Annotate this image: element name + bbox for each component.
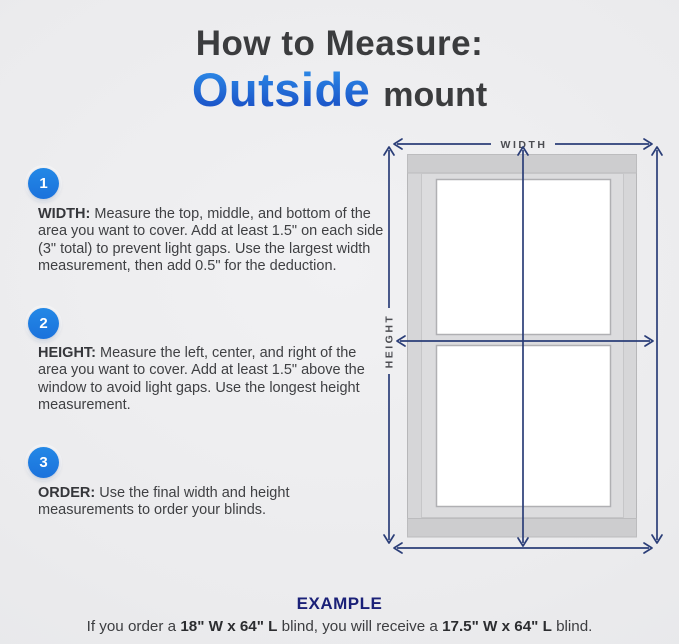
width-arrow <box>394 139 652 151</box>
example-receive-size: 17.5" W x 64" L <box>442 618 552 635</box>
step-3-number: 3 <box>39 454 48 471</box>
example-middle: blind, you will receive a <box>277 618 443 635</box>
step-3-body: Use the final width and height measurements to order your blinds. <box>38 485 290 519</box>
height-arrow <box>384 147 396 543</box>
example-sentence <box>0 617 679 636</box>
step-1-number: 1 <box>39 175 48 192</box>
example-heading: EXAMPLE <box>296 594 383 613</box>
right-dimension-arrow <box>652 147 662 543</box>
example-section <box>0 594 679 636</box>
title-mount-type: Outside <box>191 63 371 116</box>
window-sill-strip <box>408 519 637 538</box>
step-1-body: Measure the top, middle, and bottom of the area you want to cover. Add at least 1.5" on each side (3" total) to prevent light gaps. Use the largest width measurement, then add 0.5" for the deduction. <box>38 206 384 274</box>
step-3-label: ORDER: <box>38 485 96 501</box>
title-mount-word: mount <box>383 76 488 114</box>
step-2-body: Measure the left, center, and right of the area you want to cover. Add at least 1.5" above the window to avoid light gaps. Use the longest height measurement. <box>38 345 365 413</box>
window-illustration <box>408 155 637 538</box>
example-order-size: 18" W x 64" L <box>180 618 278 635</box>
title-line-1: How to Measure: <box>195 24 484 63</box>
step-1-label: WIDTH: <box>38 206 91 222</box>
example-prefix: If you order a <box>86 618 181 635</box>
step-2-number: 2 <box>39 315 48 332</box>
width-dimension-label: WIDTH <box>500 139 548 151</box>
step-2-label: HEIGHT: <box>38 345 96 361</box>
example-suffix: blind. <box>551 618 593 635</box>
height-dimension-label: HEIGHT <box>383 313 396 369</box>
window-header-strip <box>408 155 637 174</box>
